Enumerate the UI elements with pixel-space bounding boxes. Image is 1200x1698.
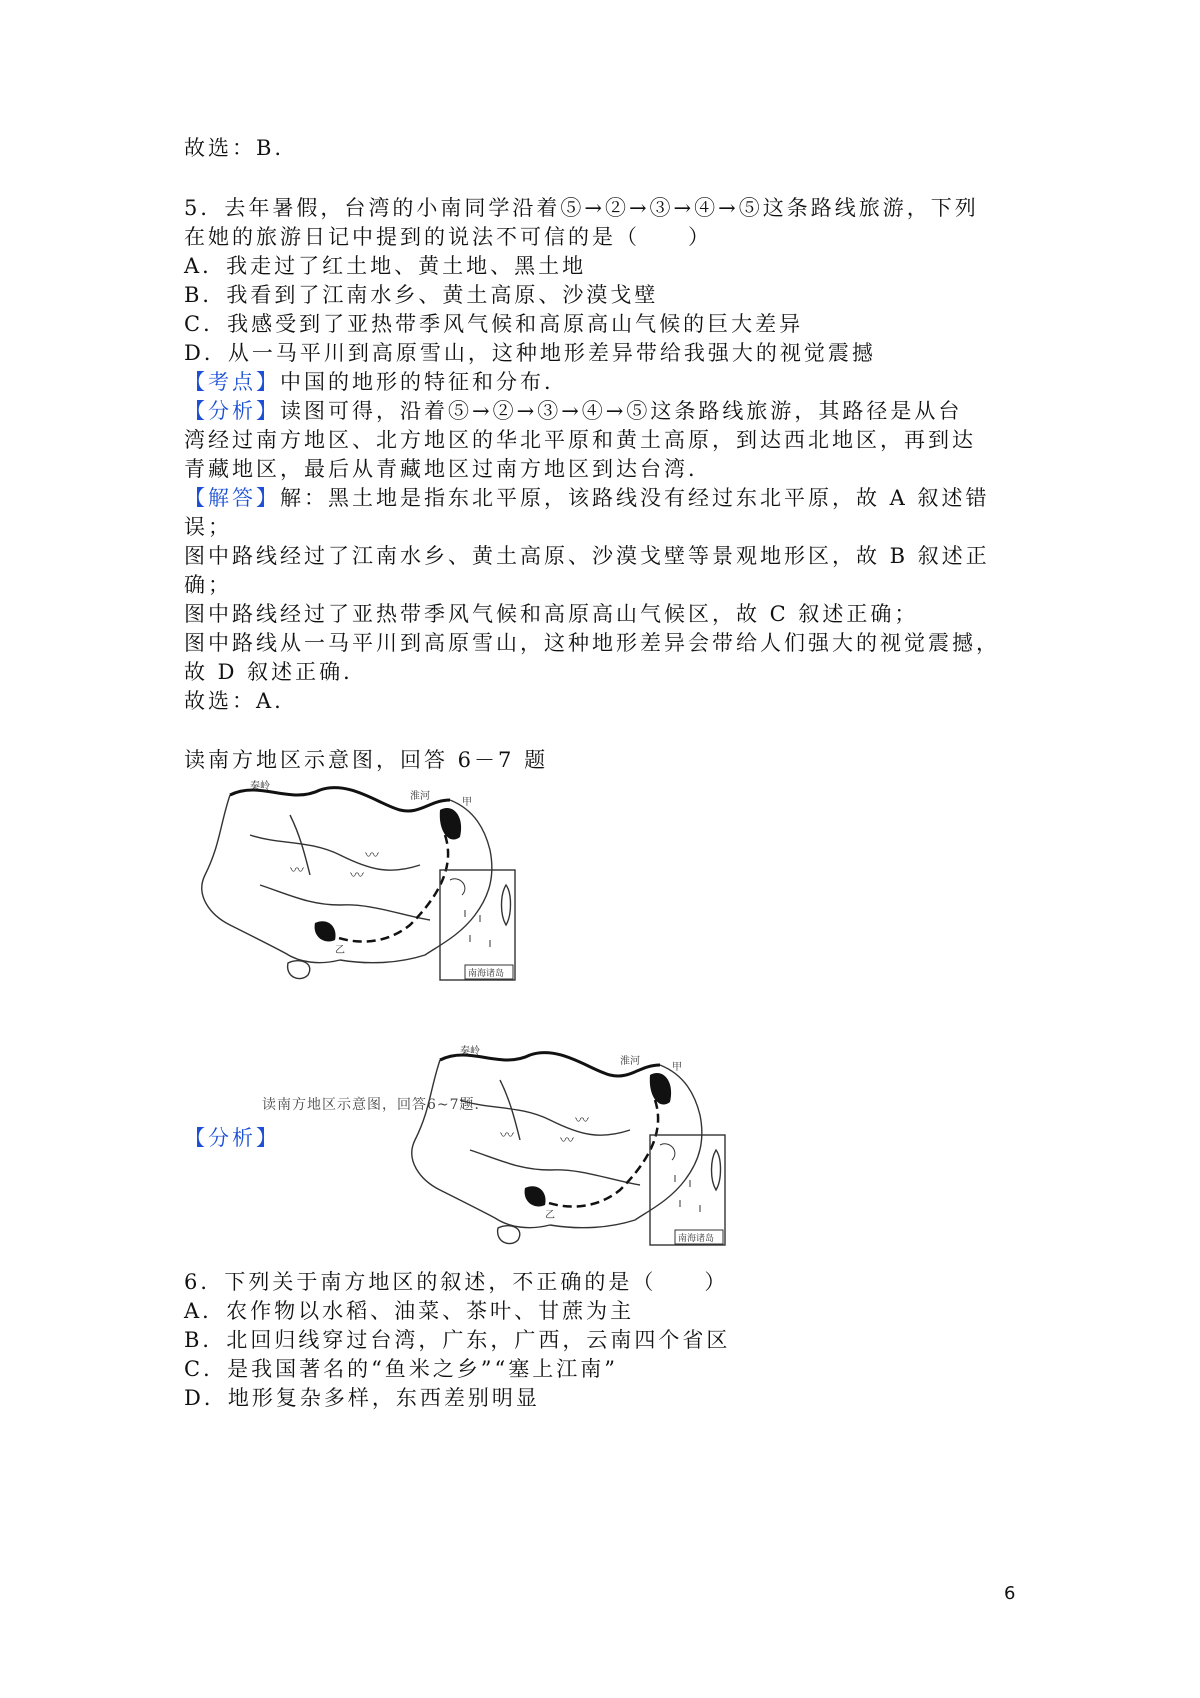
fenxi-line1: 读图可得，沿着⑤→②→③→④→⑤这条路线旅游，其路径是从台 bbox=[280, 399, 963, 423]
svg-text:〰: 〰 bbox=[350, 868, 364, 884]
q5-stem-line1: 5．去年暑假，台湾的小南同学沿着⑤→②→③→④→⑤这条路线旅游，下列 bbox=[184, 196, 979, 220]
fenxi-line3: 青藏地区，最后从青藏地区过南方地区到达台湾． bbox=[184, 457, 712, 481]
map2-qinling: 秦岭 bbox=[460, 1046, 480, 1057]
q5-option-d: D．从一马平川到高原雪山，这种地形差异带给我强大的视觉震撼 bbox=[184, 341, 876, 365]
jieda-line8: 故选：A. bbox=[184, 689, 284, 713]
svg-text:〰: 〰 bbox=[575, 1113, 589, 1129]
jieda-tag: 【解答】 bbox=[184, 486, 280, 510]
kaodian-text: 中国的地形的特征和分布． bbox=[280, 370, 568, 394]
map2-yi: 乙 bbox=[545, 1210, 555, 1221]
map1-yi: 乙 bbox=[335, 945, 345, 956]
q5-jieda bbox=[184, 483, 990, 513]
map2-huaihe: 淮河 bbox=[620, 1056, 640, 1067]
page-number: 6 bbox=[1004, 1583, 1016, 1604]
intro-6-7: 读南方地区示意图，回答 6－7 题 bbox=[184, 748, 549, 772]
fenxi-6-7 bbox=[184, 1123, 280, 1153]
south-china-map-2 bbox=[400, 1040, 780, 1255]
q5-stem-line2: 在她的旅游日记中提到的说法不可信的是（ ） bbox=[184, 225, 712, 249]
q6-option-a: A．农作物以水稻、油菜、茶叶、甘蔗为主 bbox=[184, 1299, 635, 1323]
jieda-line3: 图中路线经过了江南水乡、黄土高原、沙漠戈壁等景观地形区，故 B 叙述正 bbox=[184, 544, 990, 568]
q5-kaodian bbox=[184, 367, 568, 397]
q6-option-b: B．北回归线穿过台湾，广东，广西，云南四个省区 bbox=[184, 1328, 731, 1352]
jieda-line6: 图中路线从一马平川到高原雪山，这种地形差异会带给人们强大的视觉震撼， bbox=[184, 631, 1000, 655]
q6-option-c: C．是我国著名的“鱼米之乡”“塞上江南” bbox=[184, 1357, 619, 1381]
q5-option-a: A．我走过了红土地、黄土地、黑土地 bbox=[184, 254, 587, 278]
map1-qinling: 秦岭 bbox=[250, 781, 270, 792]
map1-jia: 甲 bbox=[462, 797, 472, 808]
jieda-line1: 解：黑土地是指东北平原，该路线没有经过东北平原，故 A 叙述错 bbox=[280, 486, 990, 510]
previous-answer: 故选：B. bbox=[184, 136, 285, 160]
image-caption: 读南方地区示意图，回答6~7题． bbox=[262, 1097, 490, 1113]
jieda-line5: 图中路线经过了亚热带季风气候和高原高山气候区，故 C 叙述正确； bbox=[184, 602, 919, 626]
svg-text:〰: 〰 bbox=[290, 863, 304, 879]
svg-text:〰: 〰 bbox=[365, 848, 379, 864]
kaodian-tag: 【考点】 bbox=[184, 370, 280, 394]
svg-text:〰: 〰 bbox=[560, 1133, 574, 1149]
south-china-map-1 bbox=[190, 775, 570, 990]
q5-option-c: C．我感受到了亚热带季风气候和高原高山气候的巨大差异 bbox=[184, 312, 804, 336]
q5-fenxi bbox=[184, 396, 962, 426]
fenxi-tag: 【分析】 bbox=[184, 399, 280, 423]
map2-jia: 甲 bbox=[672, 1062, 682, 1073]
jieda-line7: 故 D 叙述正确． bbox=[184, 660, 368, 684]
map2-inset-label: 南海诸岛 bbox=[678, 1234, 715, 1244]
svg-text:〰: 〰 bbox=[500, 1128, 514, 1144]
q6-option-d: D．地形复杂多样，东西差别明显 bbox=[184, 1386, 540, 1410]
map1-inset-label: 南海诸岛 bbox=[468, 969, 505, 979]
fenxi-line2: 湾经过南方地区、北方地区的华北平原和黄土高原，到达西北地区，再到达 bbox=[184, 428, 976, 452]
jieda-line2: 误； bbox=[184, 515, 232, 539]
fenxi2-tag: 【分析】 bbox=[184, 1126, 280, 1150]
jieda-line4: 确； bbox=[184, 573, 232, 597]
q6-stem: 6．下列关于南方地区的叙述，不正确的是（ ） bbox=[184, 1270, 729, 1294]
q5-option-b: B．我看到了江南水乡、黄土高原、沙漠戈壁 bbox=[184, 283, 659, 307]
map1-huaihe: 淮河 bbox=[410, 791, 430, 802]
